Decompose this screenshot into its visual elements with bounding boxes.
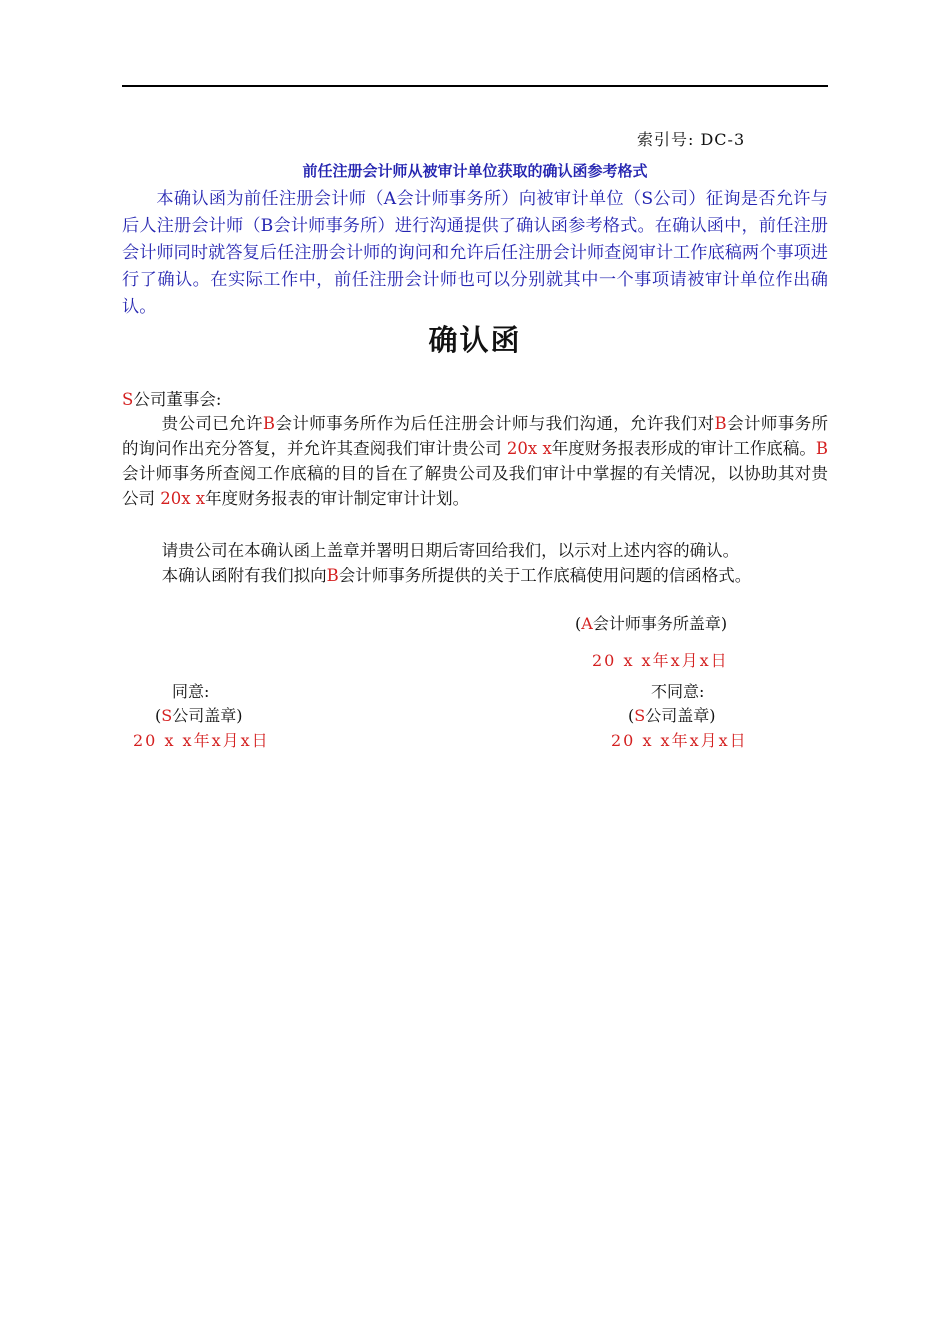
p1-firm-code-3: B bbox=[815, 439, 828, 458]
agree-stamp-text: 公司盖章) bbox=[172, 706, 243, 725]
disagree-stamp-open: ( bbox=[628, 706, 635, 725]
salutation-text: 公司董事会: bbox=[133, 390, 222, 409]
p1-text-4: 年度财务报表形成的审计工作底稿。 bbox=[551, 439, 816, 458]
p1-text-1: 贵公司已允许 bbox=[161, 414, 263, 433]
note-body: 本确认函为前任注册会计师（A会计师事务所）向被审计单位（S公司）征询是否允许与后人注册会计师（B会计师事务所）进行沟通提供了确认函参考格式。在确认函中，前任注册会计师同时就答复后任注册会计师的询问和允许后任注册会计师查阅审计工作底稿两个事项进行了确认。在实际工作中，前任注册会计师也可以分别就其中一个事项请被审计单位作出确认。 bbox=[122, 189, 828, 317]
p1-year-2: 20x x bbox=[160, 489, 206, 508]
letter-paragraph-3 bbox=[122, 563, 828, 588]
index-number: 索引号: DC-3 bbox=[637, 130, 746, 149]
p1-text-6: 年度财务报表的审计制定审计计划。 bbox=[205, 489, 470, 508]
disagree-stamp-code: S bbox=[634, 706, 646, 725]
p1-firm-code-1: B bbox=[262, 414, 276, 433]
header-rule bbox=[122, 85, 828, 87]
salutation-company-code: S bbox=[122, 390, 134, 409]
salutation bbox=[122, 386, 221, 410]
agree-stamp-code: S bbox=[161, 706, 173, 725]
firm-stamp-open: ( bbox=[575, 614, 582, 633]
p3-text-1: 本确认函附有我们拟向 bbox=[161, 566, 327, 585]
firm-stamp-text: 会计师事务所盖章) bbox=[592, 614, 728, 633]
disagree-label: 不同意: bbox=[651, 682, 705, 701]
agree-stamp-open: ( bbox=[155, 706, 162, 725]
firm-stamp-line bbox=[575, 611, 727, 634]
letter-paragraph-2: 请贵公司在本确认函上盖章并署明日期后寄回给我们，以示对上述内容的确认。 bbox=[161, 541, 740, 560]
agree-date: 20 x x年x月x日 bbox=[133, 731, 270, 750]
letter-paragraph-1 bbox=[122, 411, 828, 511]
disagree-stamp-text: 公司盖章) bbox=[645, 706, 716, 725]
p1-text-2: 会计师事务所作为后任注册会计师与我们沟通，允许我们对 bbox=[275, 414, 715, 433]
p1-year-1: 20x x bbox=[506, 439, 552, 458]
p1-text-5: 会计师事务所查阅工作底稿的目的旨在了解贵公司及我们审计中掌握的有关情况，以协助其对贵公司 bbox=[122, 464, 828, 508]
firm-stamp-code: A bbox=[581, 614, 593, 633]
agree-label: 同意: bbox=[172, 682, 210, 701]
disagree-stamp-line bbox=[628, 703, 715, 726]
disagree-date: 20 x x年x月x日 bbox=[611, 731, 748, 750]
p3-text-2: 会计师事务所提供的关于工作底稿使用问题的信函格式。 bbox=[338, 566, 752, 585]
firm-date: 20 x x年x月x日 bbox=[592, 651, 729, 670]
agree-stamp-line bbox=[155, 703, 242, 726]
p1-text-3: 会计师事务所的询问作出充分答复，并允许其查阅我们审计贵公司 bbox=[122, 414, 829, 458]
p1-firm-code-2: B bbox=[714, 414, 727, 433]
letter-title: 确认函 bbox=[428, 323, 522, 357]
note-title: 前任注册会计师从被审计单位获取的确认函参考格式 bbox=[302, 162, 648, 180]
p3-firm-code: B bbox=[326, 566, 339, 585]
